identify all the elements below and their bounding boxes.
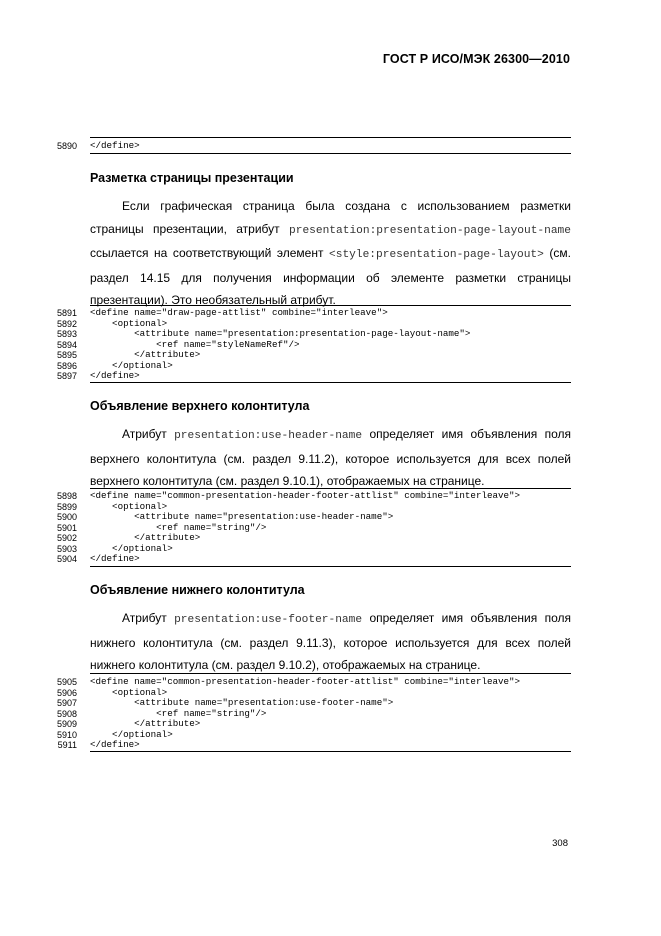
code-line-number: 5909: [56, 719, 77, 729]
code-line-number: 5905: [56, 677, 77, 687]
code-line: </attribute>: [90, 532, 201, 543]
paragraph-text: (см. раздел 14.15 для получения информации об элементе разметки страницы презентации). Это необязательный атрибут.: [90, 246, 571, 307]
code-line-number: 5911: [57, 740, 77, 750]
code-line: <define name="common-presentation-header-footer-attlist" combine="interleave">: [90, 676, 521, 687]
paragraph: [90, 195, 571, 312]
code-block: [90, 677, 520, 751]
code-line: <optional>: [90, 317, 168, 329]
paragraph-text: Атрибут: [122, 611, 175, 625]
code-line-number: 5894: [56, 339, 77, 350]
code-line-number: 5907: [56, 698, 77, 708]
code-line: </define>: [90, 553, 140, 564]
page-number: 308: [552, 838, 568, 849]
code-block-top-rule: [90, 488, 571, 489]
inline-code: <style:presentation-page-layout>: [329, 249, 544, 261]
code-line: <optional>: [90, 500, 168, 512]
code-line: <attribute name="presentation:use-footer-name">: [90, 697, 394, 708]
section-heading: Объявление нижнего колонтитула: [90, 583, 305, 597]
code-block-bottom-rule: [90, 153, 571, 154]
code-line-number: 5897: [56, 371, 77, 381]
code-line: </attribute>: [90, 349, 201, 360]
code-line-number: 5900: [56, 512, 77, 522]
code-line: </define>: [90, 140, 140, 151]
code-line-numbers: [50, 491, 77, 565]
inline-code: presentation:presentation-page-layout-name: [289, 224, 571, 237]
code-line: </optional>: [90, 728, 173, 740]
code-line: <optional>: [90, 686, 168, 698]
code-block-top-rule: [90, 137, 571, 138]
code-block-bottom-rule: [90, 751, 571, 752]
code-block-bottom-rule: [90, 382, 571, 383]
code-block: [90, 308, 470, 382]
code-line: <ref name="styleNameRef"/>: [90, 338, 300, 350]
code-line-number: 5890: [56, 141, 77, 151]
document-header: ГОСТ Р ИСО/МЭК 26300—2010: [382, 52, 570, 66]
code-line-number: 5910: [56, 729, 77, 740]
paragraph-text: определяет имя объявления поля верхнего колонтитула (см. раздел 9.11.2), которое используется для всех полей верхнего колонтитула (см. раздел 9.10.1), отображаемых на странице.: [90, 427, 571, 488]
code-line: </define>: [90, 370, 140, 381]
section-heading: Разметка страницы презентации: [90, 171, 294, 185]
paragraph-text: ссылается на соответствующий элемент: [90, 246, 330, 260]
code-block-top-rule: [90, 305, 571, 306]
code-line-number: 5891: [56, 308, 77, 318]
code-line-numbers: [50, 141, 77, 152]
paragraph-text: определяет имя объявления поля нижнего колонтитула (см. раздел 9.11.3), которое используется для всех полей нижнего колонтитула (см. раздел 9.10.2), отображаемых на странице.: [90, 611, 571, 672]
code-line: <define name="common-presentation-header-footer-attlist" combine="interleave">: [90, 490, 521, 501]
paragraph-text: Если графическая страница была создана с использованием разметки страницы презентации, атрибут: [90, 199, 571, 236]
code-line-number: 5895: [56, 350, 77, 360]
code-line-number: 5899: [56, 501, 77, 512]
code-line-number: 5893: [56, 329, 77, 339]
code-line-number: 5898: [56, 491, 77, 501]
code-line-number: 5901: [56, 522, 77, 533]
paragraph-text: Атрибут: [122, 427, 175, 441]
code-line: <define name="draw-page-attlist" combine="interleave">: [90, 307, 388, 318]
code-line-number: 5896: [56, 360, 77, 371]
code-line-number: 5904: [56, 554, 77, 564]
code-line: </optional>: [90, 542, 173, 554]
code-line-number: 5908: [56, 708, 77, 719]
code-line: <ref name="string"/>: [90, 521, 267, 533]
code-line-numbers: [50, 308, 77, 382]
code-line-number: 5906: [56, 687, 77, 698]
inline-code: presentation:use-footer-name: [174, 614, 363, 626]
code-line: <ref name="string"/>: [90, 707, 267, 719]
code-line: </optional>: [90, 359, 173, 371]
code-line: </attribute>: [90, 718, 201, 729]
code-block-top-rule: [90, 673, 571, 674]
code-line-number: 5902: [56, 533, 77, 543]
paragraph: [90, 423, 571, 493]
code-line-number: 5903: [56, 543, 77, 554]
section-heading: Объявление верхнего колонтитула: [90, 399, 310, 413]
code-block: [90, 491, 520, 565]
inline-code: presentation:use-header-name: [174, 430, 363, 442]
code-line: <attribute name="presentation:presentation-page-layout-name">: [90, 328, 471, 339]
code-line: <attribute name="presentation:use-header-name">: [90, 511, 394, 522]
code-line: </define>: [90, 739, 140, 750]
code-line-number: 5892: [56, 318, 77, 329]
paragraph: [90, 607, 571, 677]
code-line-numbers: [50, 677, 77, 751]
code-block-bottom-rule: [90, 566, 571, 567]
code-block: [90, 141, 140, 152]
